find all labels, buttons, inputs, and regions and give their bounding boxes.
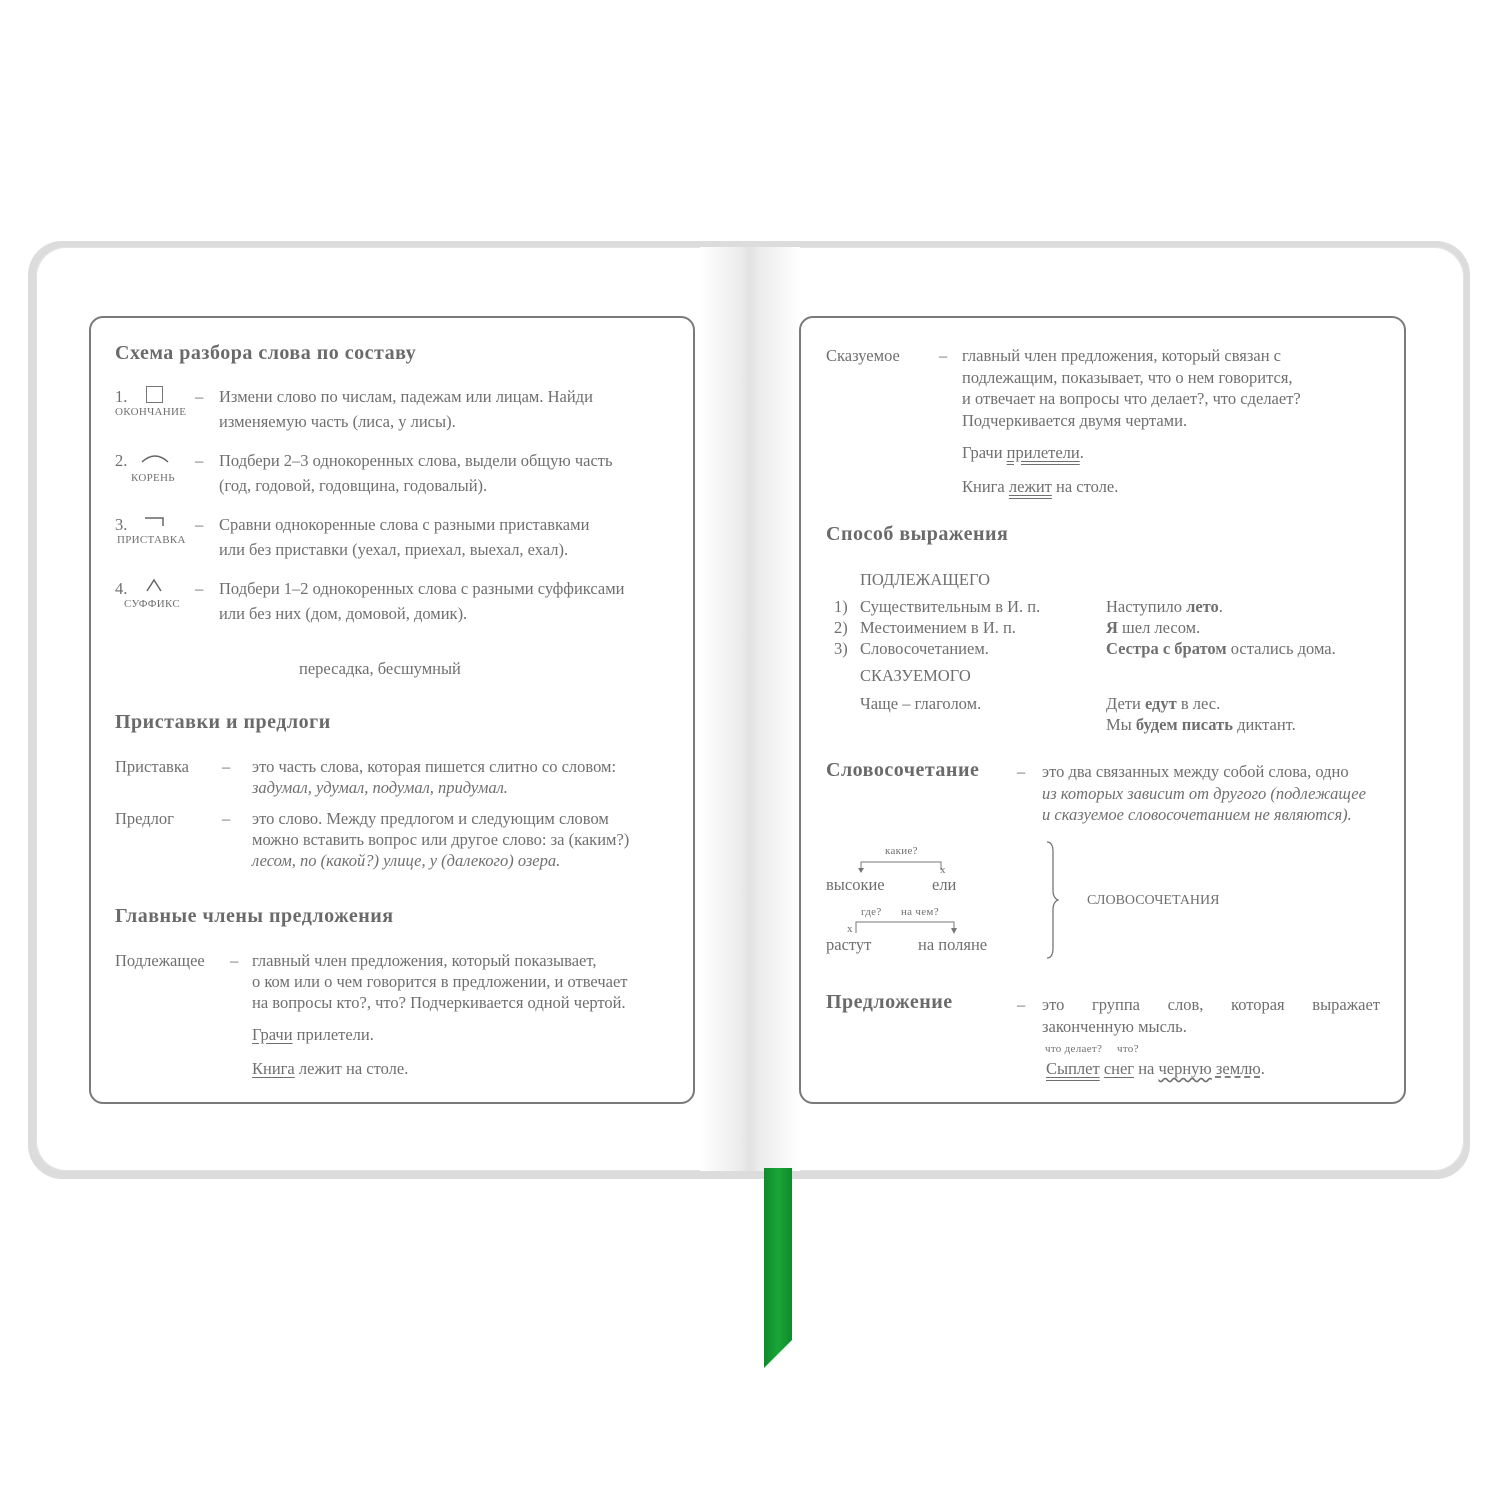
word-combination-line1: это два связанных между собой слова, одно: [1042, 762, 1349, 781]
left-page-panel: [89, 316, 695, 1104]
plain-text: остались дома.: [1226, 639, 1336, 658]
row-1-example: [1106, 596, 1223, 618]
plain-text: Дети: [1106, 694, 1145, 713]
subject-line3: на вопросы кто?, что? Подчеркивается одной чертой.: [252, 993, 626, 1012]
heading-word-combination: Словосочетание: [826, 759, 980, 781]
plain-text: на столе.: [1051, 477, 1119, 496]
item-4-dash: –: [195, 579, 204, 598]
predicate-expression: Чаще – глаголом.: [860, 694, 982, 713]
right-page-panel: [799, 316, 1406, 1104]
rest-text: прилетели.: [292, 1025, 374, 1044]
heading-prefixes-prepositions: Приставки и предлоги: [115, 711, 331, 733]
heading-main-sentence-parts: Главные члены предложения: [115, 905, 394, 927]
word-tall: высокие: [826, 875, 885, 894]
plain-text: Наступило: [1106, 597, 1187, 616]
preposition-line2: можно вставить вопрос или другое слово: за (каким?): [252, 830, 630, 849]
dependency-arrow-1: [856, 858, 946, 874]
subject-subheading: ПОДЛЕЖАЩЕГО: [860, 570, 991, 589]
item-3-line2: или без приставки (уехал, приехал, выехал, ехал).: [219, 540, 569, 559]
preposition-dash: –: [222, 809, 231, 828]
item-3-number: 3.: [115, 515, 128, 534]
row-2-example: [1106, 617, 1200, 639]
subject-word: Книга: [252, 1059, 295, 1078]
predicate-expression-ex1: [1106, 693, 1220, 715]
plain-text: Мы: [1106, 715, 1136, 734]
prefix-dash: –: [222, 757, 231, 776]
subject-example-1: [252, 1024, 374, 1046]
subject-term: Подлежащее: [115, 951, 205, 970]
suffix-icon: [145, 578, 163, 592]
item-4-number: 4.: [115, 579, 128, 598]
sentence-line2: законченную мысль.: [1042, 1017, 1187, 1036]
predicate-dash: –: [939, 346, 948, 365]
predicate-example-1: [962, 442, 1084, 464]
word-combinations-label: СЛОВОСОЧЕТАНИЯ: [1087, 893, 1220, 908]
plain-text: .: [1079, 443, 1084, 462]
row-2-num: 2): [834, 618, 848, 637]
morpheme-example: пересадка, бесшумный: [299, 659, 461, 678]
row-1-num: 1): [834, 597, 848, 616]
item-2-number: 2.: [115, 451, 128, 470]
notebook-spine: [700, 247, 800, 1171]
subject-example-2: [252, 1058, 408, 1080]
sentence-question-1: что делает?: [1045, 1043, 1103, 1055]
predicate-word: лежит: [1008, 477, 1052, 496]
item-1-dash: –: [195, 387, 204, 406]
plain-text: Грачи: [962, 443, 1007, 462]
word-on-meadow: на поляне: [918, 935, 988, 954]
question-which: какие?: [885, 845, 918, 857]
bookmark-ribbon[interactable]: [764, 1168, 792, 1368]
subject-word: снег: [1103, 1059, 1135, 1078]
bold-word: едут: [1144, 694, 1177, 713]
plain-text: .: [1218, 597, 1223, 616]
predicate-line2: подлежащим, показывает, что о нем говорится,: [962, 368, 1293, 387]
object-word: землю: [1215, 1059, 1261, 1078]
bold-word: Я: [1106, 618, 1118, 637]
item-1-label: ОКОНЧАНИЕ: [115, 406, 187, 418]
item-1-number: 1.: [115, 387, 128, 406]
preposition-line1: это слово. Между предлогом и следующим словом: [252, 809, 609, 828]
attribute-word: черную: [1158, 1059, 1212, 1078]
prefix-line1: это часть слова, которая пишется слитно со словом:: [252, 757, 617, 776]
main-word-mark-1: x: [940, 864, 946, 876]
main-word-mark-2: x: [847, 923, 853, 935]
row-3-num: 3): [834, 639, 848, 658]
bold-word: будем писать: [1135, 715, 1233, 734]
item-4-line1: Подбери 1–2 однокоренных слова с разными суффиксами: [219, 579, 625, 598]
prefix-term: Приставка: [115, 757, 189, 776]
item-1-line1: Измени слово по числам, падежам или лицам. Найди: [219, 387, 593, 406]
heading-word-analysis: Схема разбора слова по составу: [115, 342, 417, 364]
preposition-line3: лесом, по (какой?) улице, у (далекого) озера.: [252, 851, 561, 870]
sentence-dash: –: [1017, 995, 1026, 1014]
predicate-line4: Подчеркивается двумя чертами.: [962, 411, 1188, 430]
item-2-line1: Подбери 2–3 однокоренных слова, выдели общую часть: [219, 451, 613, 470]
bold-word: Сестра с братом: [1106, 639, 1227, 658]
row-1-left: Существительным в И. п.: [860, 597, 1041, 616]
heading-sentence: Предложение: [826, 991, 953, 1013]
item-3-label: ПРИСТАВКА: [117, 534, 186, 546]
item-4-label: СУФФИКС: [124, 598, 180, 610]
item-3-line1: Сравни однокоренные слова с разными приставками: [219, 515, 590, 534]
question-where: где?: [861, 906, 882, 918]
row-3-left: Словосочетанием.: [860, 639, 989, 658]
item-3-dash: –: [195, 515, 204, 534]
plain-text: диктант.: [1232, 715, 1296, 734]
ending-icon: [146, 386, 163, 403]
plain-text: на: [1134, 1059, 1159, 1078]
plain-text: шел лесом.: [1117, 618, 1201, 637]
predicate-word: Сыплет: [1046, 1059, 1100, 1078]
rest-text: лежит на столе.: [294, 1059, 409, 1078]
word-combination-line3: и сказуемое словосочетанием не являются).: [1042, 805, 1352, 824]
subject-line1: главный член предложения, который показывает,: [252, 951, 597, 970]
word-grow: растут: [826, 935, 872, 954]
preposition-term: Предлог: [115, 809, 174, 828]
plain-text: Книга: [962, 477, 1009, 496]
sentence-example: [1046, 1058, 1265, 1080]
word-combination-line2: из которых зависит от другого (подлежащее: [1042, 784, 1366, 803]
question-on-what: на чем?: [901, 906, 939, 918]
plain-text: .: [1260, 1059, 1265, 1078]
root-arc-icon: [139, 450, 171, 464]
subject-line2: о ком или о чем говорится в предложении, и отвечает: [252, 972, 628, 991]
predicate-subheading: СКАЗУЕМОГО: [860, 666, 971, 685]
prefix-icon: [143, 516, 167, 528]
predicate-line1: главный член предложения, который связан с: [962, 346, 1281, 365]
word-combination-dash: –: [1017, 762, 1026, 781]
item-2-line2: (год, годовой, годовщина, годовалый).: [219, 476, 488, 495]
predicate-term: Сказуемое: [826, 346, 900, 365]
item-2-label: КОРЕНЬ: [131, 472, 175, 484]
predicate-word: прилетели: [1006, 443, 1080, 462]
subject-word: Грачи: [252, 1025, 293, 1044]
plain-text: в лес.: [1176, 694, 1221, 713]
predicate-example-2: [962, 476, 1118, 498]
item-2-dash: –: [195, 451, 204, 470]
sentence-line1: это группа слов, которая выражает: [1042, 995, 1380, 1014]
row-2-left: Местоимением в И. п.: [860, 618, 1016, 637]
prefix-line2: задумал, удумал, подумал, придумал.: [252, 778, 508, 797]
subject-dash: –: [230, 951, 239, 970]
heading-expression: Способ выражения: [826, 523, 1009, 545]
item-1-line2: изменяемую часть (лиса, у лисы).: [219, 412, 456, 431]
row-3-example: [1106, 638, 1336, 660]
item-4-line2: или без них (дом, домовой, домик).: [219, 604, 468, 623]
predicate-expression-ex2: [1106, 714, 1296, 736]
word-firs: ели: [932, 875, 957, 894]
bold-word: лето: [1186, 597, 1219, 616]
curly-brace-icon: [1043, 840, 1059, 960]
predicate-line3: и отвечает на вопросы что делает?, что сделает?: [962, 389, 1301, 408]
sentence-question-2: что?: [1117, 1043, 1139, 1055]
